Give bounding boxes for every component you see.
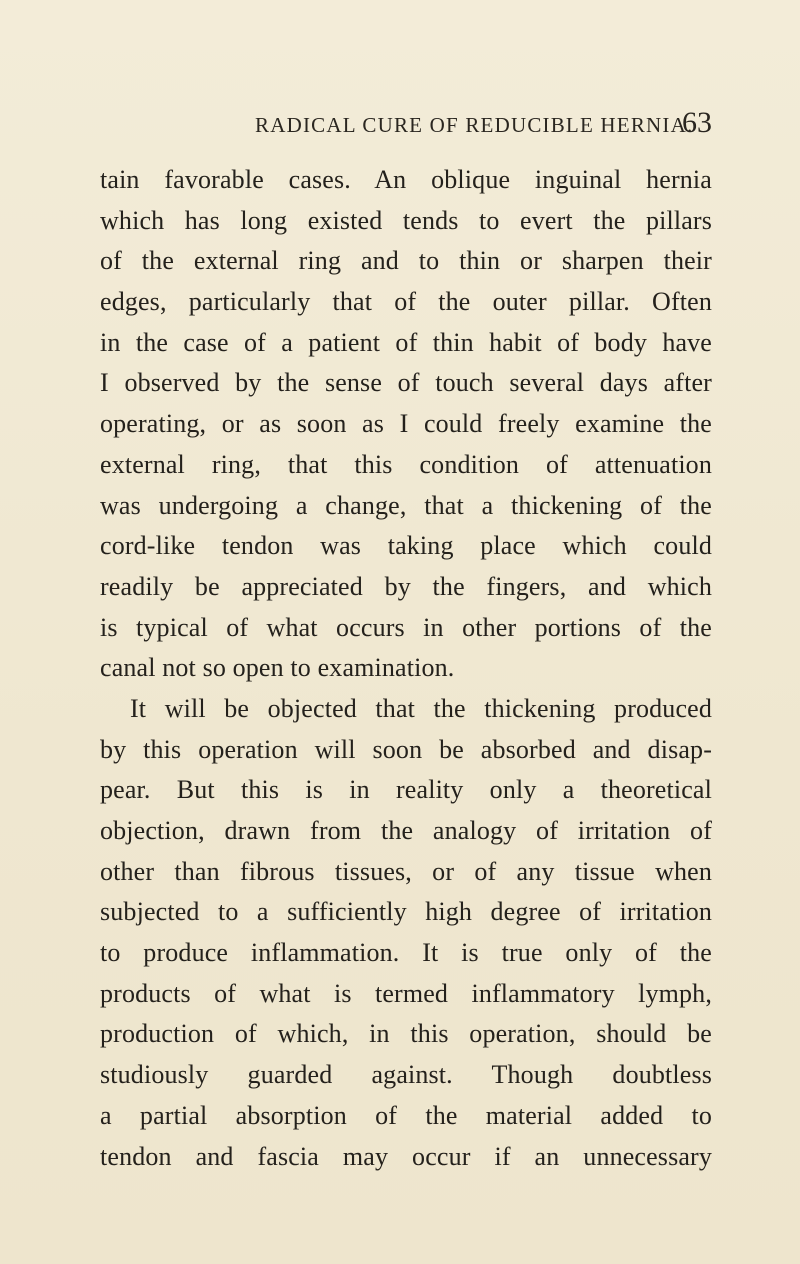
running-head	[100, 106, 712, 140]
text-line: other than fibrous tissues, or of any tissue when	[100, 856, 712, 886]
text-line: objection, drawn from the analogy of irritation of	[100, 816, 712, 845]
page-number: 63	[682, 106, 712, 139]
text-line: which has long existed tends to evert the pillars	[100, 205, 712, 235]
text-line: was undergoing a change, that a thickening of the	[100, 490, 712, 520]
text-line: edges, particularly that of the outer pillar. Often	[100, 287, 712, 317]
text-line: pear. But this is in reality only a theoretical	[100, 775, 712, 805]
running-title: RADICAL CURE OF REDUCIBLE HERNIA.	[255, 113, 694, 137]
text-line: I observed by the sense of touch several days after	[100, 368, 712, 398]
text-line: studiously guarded against. Though doubtless	[100, 1060, 712, 1090]
paragraph-start-line: It will be objected that the thickening produced	[130, 693, 712, 723]
text-line: cord-like tendon was taking place which could	[100, 531, 712, 561]
text-line: of the external ring and to thin or sharpen their	[100, 246, 712, 276]
body-text	[100, 160, 712, 1177]
text-line: external ring, that this condition of attenuation	[100, 449, 712, 479]
text-line: tendon and fascia may occur if an unnecessary	[100, 1141, 712, 1171]
text-line: subjected to a sufficiently high degree of irritation	[100, 897, 712, 927]
text-line: is typical of what occurs in other portions of the	[100, 612, 712, 642]
text-line: by this operation will soon be absorbed and disap-	[100, 734, 712, 764]
text-line: tain favorable cases. An oblique inguinal hernia	[100, 165, 712, 194]
text-line: in the case of a patient of thin habit of body have	[100, 327, 712, 357]
text-line: production of which, in this operation, should be	[100, 1019, 712, 1049]
text-line: readily be appreciated by the fingers, and which	[100, 571, 712, 601]
text-line: operating, or as soon as I could freely examine the	[100, 409, 712, 439]
text-line: to produce inflammation. It is true only of the	[100, 938, 712, 968]
paragraph-end-line: canal not so open to examination.	[100, 653, 455, 683]
text-line: a partial absorption of the material added to	[100, 1100, 712, 1130]
text-line: products of what is termed inflammatory lymph,	[100, 978, 712, 1008]
